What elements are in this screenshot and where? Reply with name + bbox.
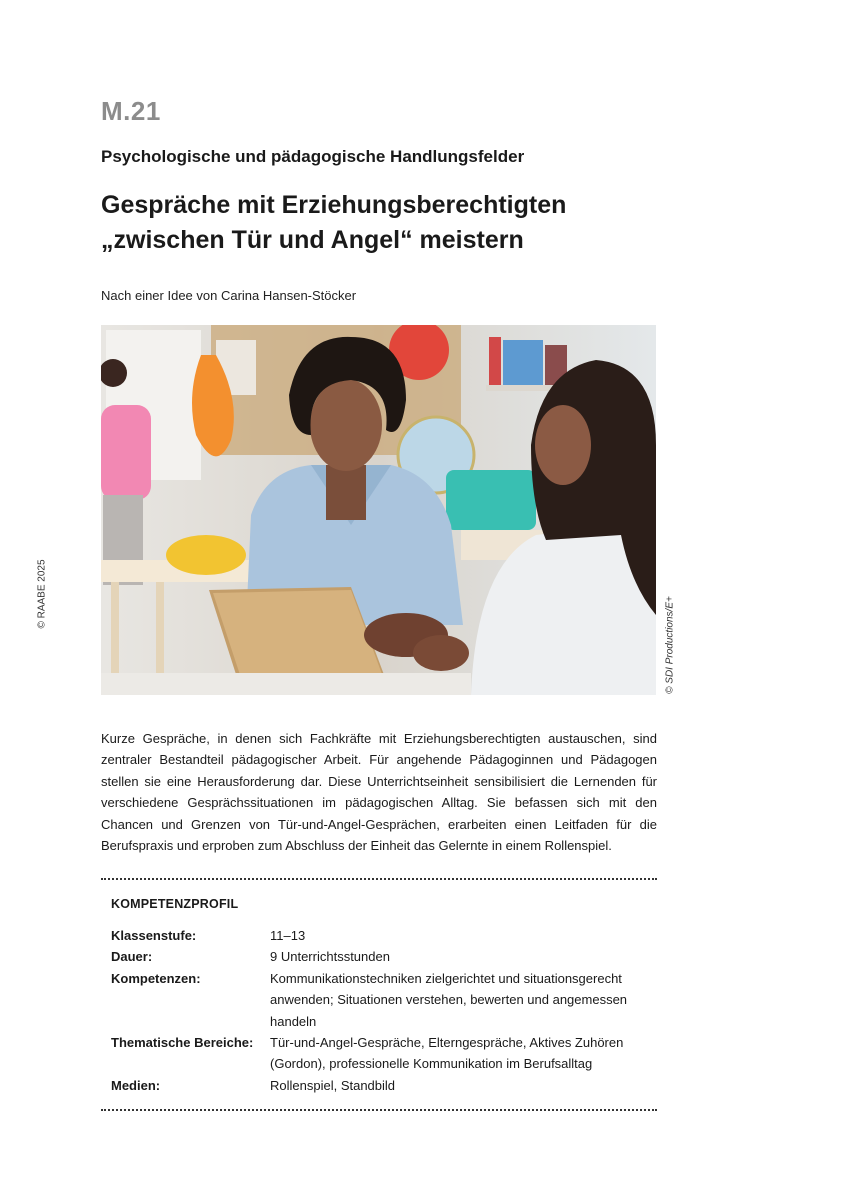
section-category: Psychologische und pädagogische Handlungsfelder (101, 147, 525, 166)
bottom-divider (101, 1109, 657, 1111)
profile-row (111, 1032, 657, 1075)
page-title: Gespräche mit Erziehungsberechtigten „zwischen Tür und Angel“ meistern (101, 191, 567, 254)
material-code: M.21 (101, 96, 161, 126)
copyright-note: © RAABE 2025 (36, 559, 48, 629)
competence-profile (111, 897, 657, 1096)
author-byline: Nach einer Idee von Carina Hansen-Stöcker (101, 288, 357, 303)
intro-paragraph: Kurze Gespräche, in denen sich Fachkräfte mit Erziehungsberechtigten austauschen, sind zentraler Bestandteil pädagogischer Arbeit. Für angehende Pädagoginnen und Pädagogen stellen sie eine Herausforderung dar. Diese Unterrichtseinheit sensibilisiert die Lernenden für verschiedene Gesprächssituationen im pädagogischen Alltag. Sie befassen sich mit den Chancen und Grenzen von Tür-und-Angel-Gesprächen, erarbeiten einen Leitfaden für die Berufspraxis und erproben zum Abschluss der Einheit das Gelernte in einem Rollenspiel. (101, 731, 657, 854)
profile-value: 9 Unterrichtsstunden (270, 949, 390, 965)
photo-credit: © SDI Productions/E+ (664, 596, 676, 694)
profile-heading: KOMPETENZPROFIL (111, 897, 239, 911)
profile-label: Klassenstufe: (111, 928, 197, 943)
profile-row (111, 1075, 657, 1096)
profile-label: Thematische Bereiche: (111, 1035, 254, 1051)
profile-label: Medien: (111, 1077, 161, 1093)
profile-row (111, 925, 657, 946)
profile-value: 11–13 (270, 928, 306, 943)
profile-value: Rollenspiel, Standbild (270, 1077, 396, 1093)
profile-value: Tür-und-Angel-Gespräche, Elterngespräche, Aktives Zuhören (Gordon), professionelle Kommunikation im Berufsalltag (270, 1035, 624, 1072)
profile-row (111, 968, 657, 1032)
profile-value: Kommunikationstechniken zielgerichtet und situationsgerecht anwenden; Situationen verstehen, bewerten und angemessen handeln (270, 970, 628, 1029)
top-divider (101, 878, 657, 880)
classroom-photo (101, 325, 656, 695)
profile-row (111, 946, 657, 967)
profile-label: Dauer: (111, 949, 153, 965)
profile-label: Kompetenzen: (111, 970, 201, 986)
